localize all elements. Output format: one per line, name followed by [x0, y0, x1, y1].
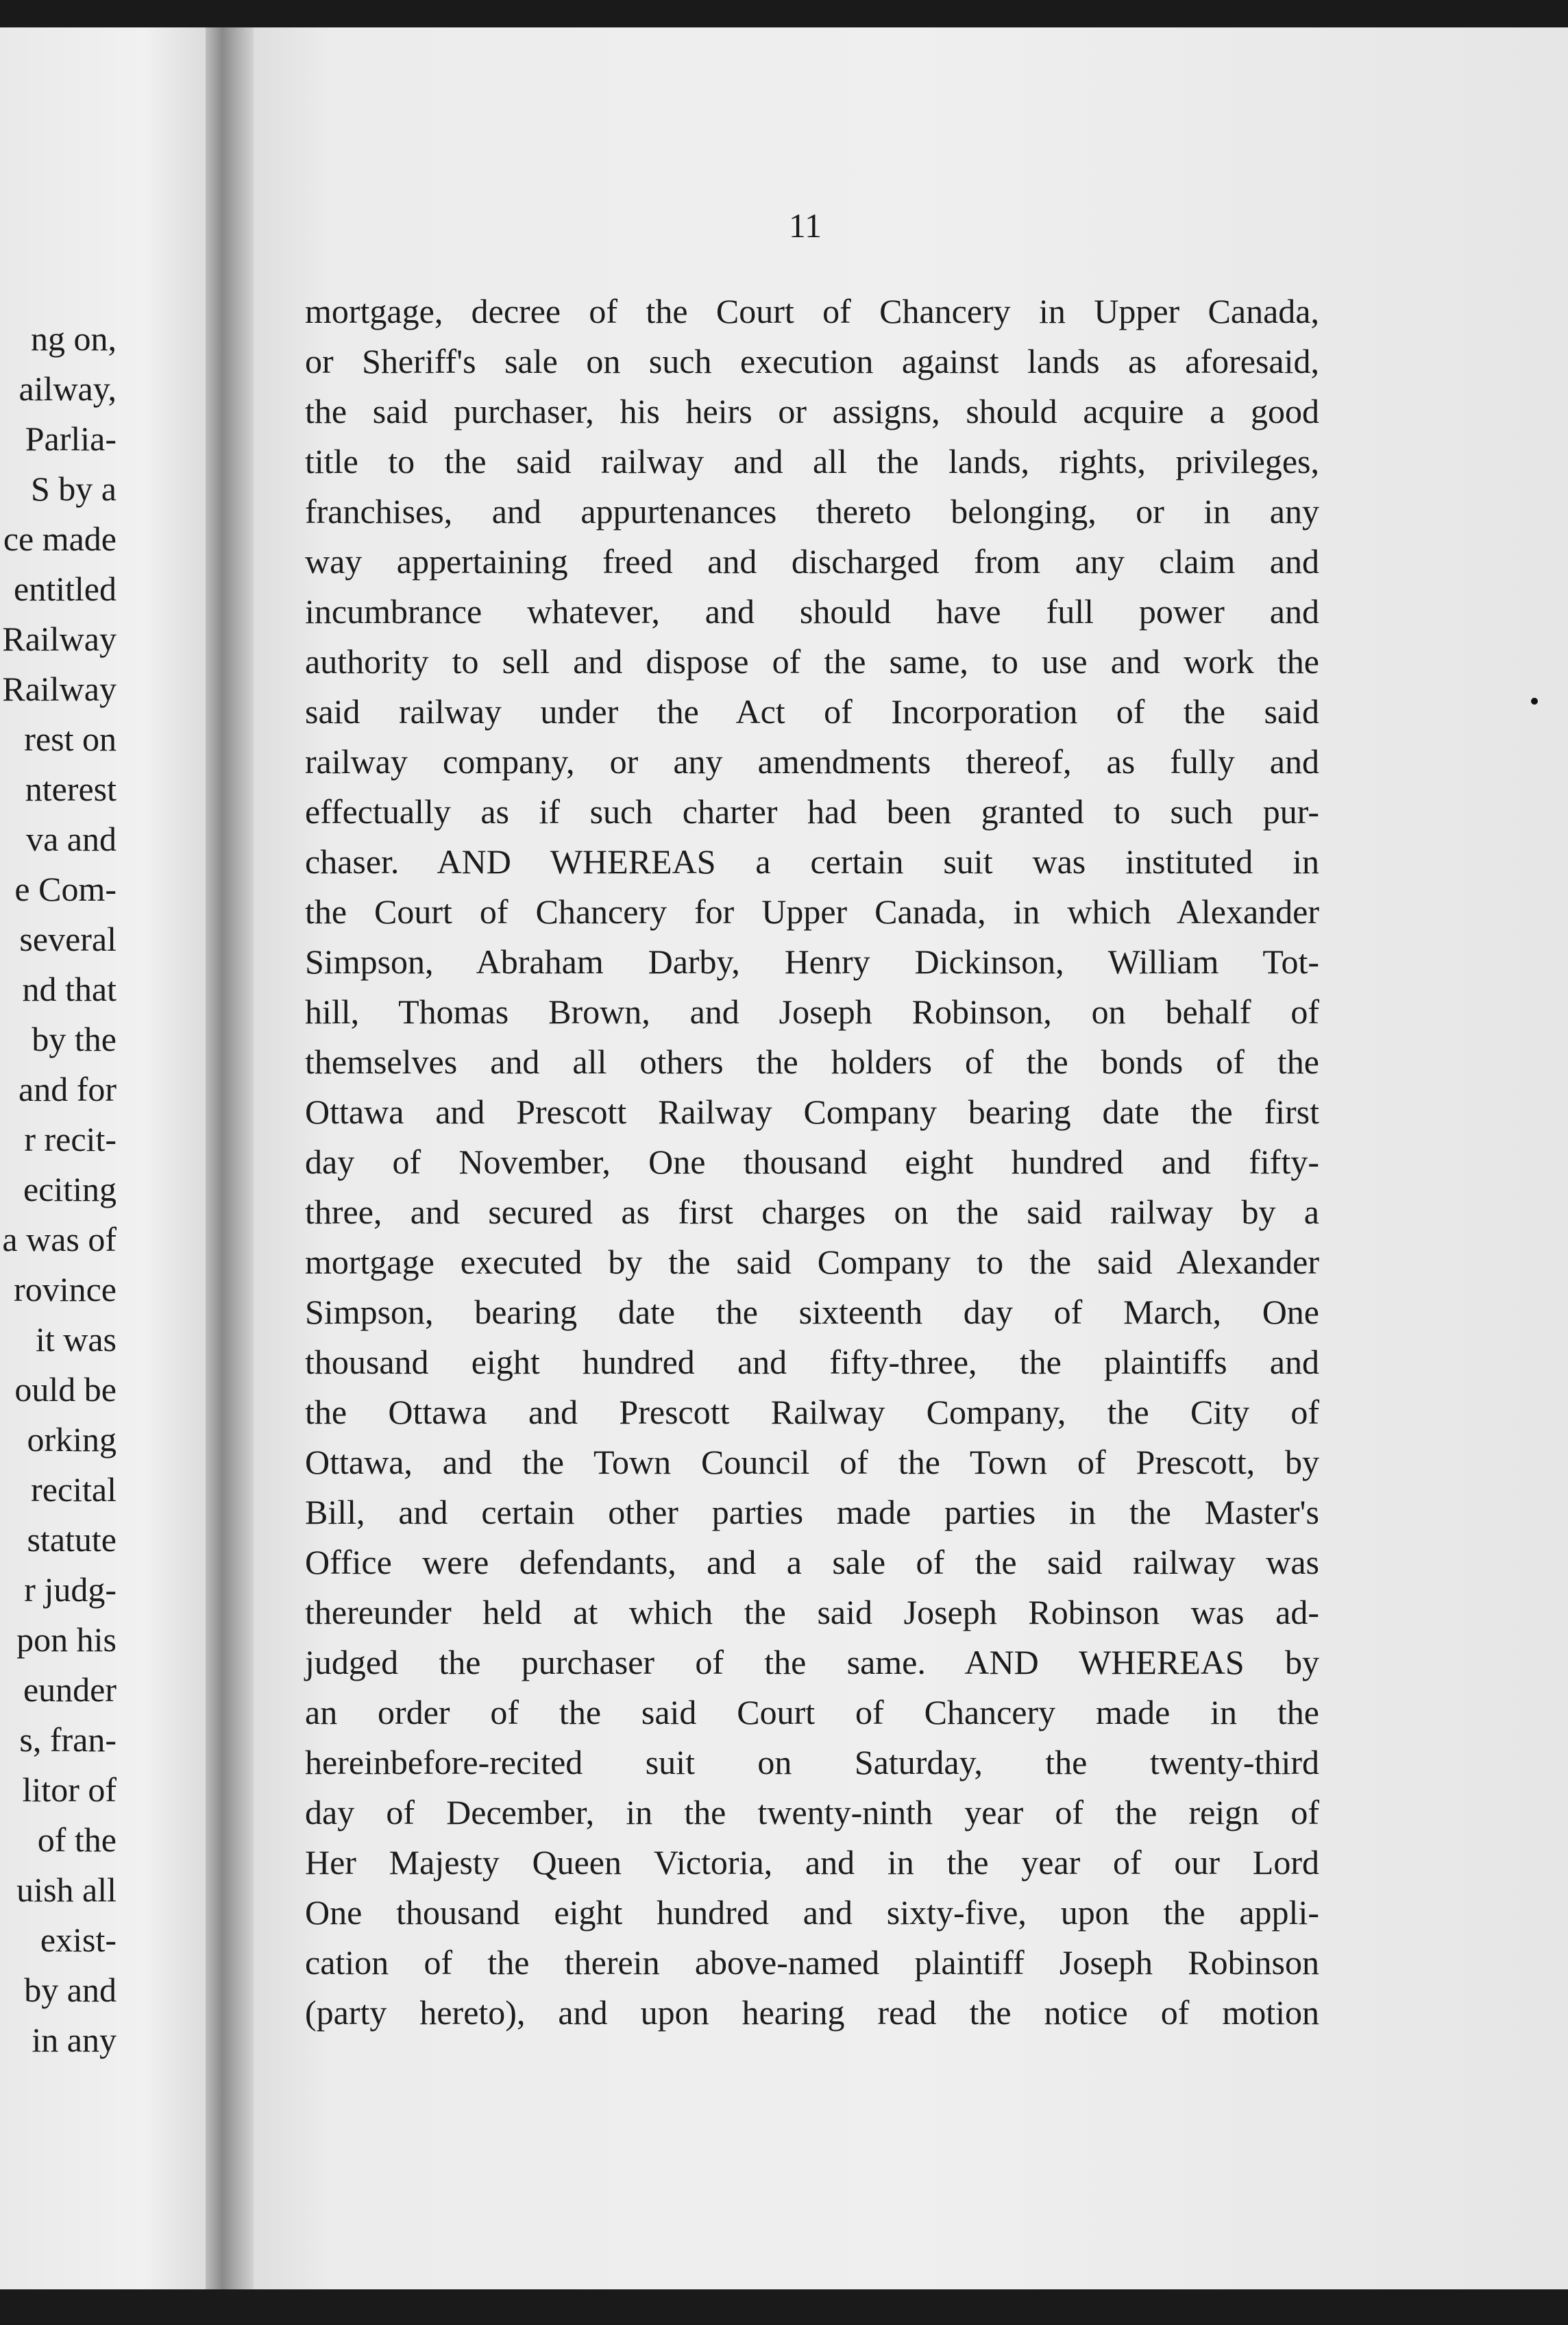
body-line: the said purchaser, his heirs or assigns, should acquire a good [305, 392, 1319, 430]
left-page-line: statute [27, 1520, 117, 1559]
left-page-line: Parlia- [25, 419, 117, 458]
body-line: way appertaining freed and discharged from any claim and [305, 542, 1319, 581]
body-line: said railway under the Act of Incorporation of the said [305, 692, 1319, 731]
body-line: thousand eight hundred and fifty-three, the plaintiffs and [305, 1343, 1319, 1381]
left-page-line: nterest [25, 770, 117, 808]
left-page-line: Railway [2, 670, 117, 708]
left-page-line: by the [32, 1020, 117, 1058]
body-line: title to the said railway and all the lands, rights, privileges, [305, 442, 1319, 480]
body-line: the Court of Chancery for Upper Canada, in which Alexander [305, 892, 1319, 931]
left-page-line: in any [32, 2021, 117, 2059]
body-line: franchises, and appurtenances thereto belonging, or in any [305, 492, 1319, 531]
left-page-line: of the [37, 1821, 117, 1859]
body-line: judged the purchaser of the same. AND WHEREAS by [305, 1643, 1319, 1681]
body-line: chaser. AND WHEREAS a certain suit was instituted in [305, 842, 1319, 881]
left-facing-page [0, 27, 206, 2289]
left-page-line: r recit- [24, 1120, 117, 1158]
body-line: day of November, One thousand eight hundred and fifty- [305, 1143, 1319, 1181]
body-line: hill, Thomas Brown, and Joseph Robinson, on behalf of [305, 993, 1319, 1031]
left-page-line: nd that [22, 970, 117, 1008]
body-line: the Ottawa and Prescott Railway Company, the City of [305, 1393, 1319, 1431]
body-line: Her Majesty Queen Victoria, and in the year of our Lord [305, 1843, 1319, 1882]
body-line: effectually as if such charter had been granted to such pur- [305, 792, 1319, 831]
left-page-line: and for [19, 1070, 117, 1108]
left-page-line: ce made [3, 520, 117, 558]
ink-speck [1531, 698, 1538, 705]
left-page-line: S by a [31, 470, 117, 508]
left-page-line: several [19, 920, 117, 958]
left-page-line: eciting [23, 1170, 117, 1208]
left-page-line: it was [35, 1320, 117, 1359]
left-page-line: uish all [16, 1871, 117, 1909]
left-page-line: rest on [24, 720, 117, 758]
body-line: Ottawa and Prescott Railway Company bearing date the first [305, 1093, 1319, 1131]
left-page-line: rovince [14, 1270, 117, 1308]
left-page-text-fragments [0, 314, 117, 2065]
body-line: Office were defendants, and a sale of the said railway was [305, 1543, 1319, 1581]
left-page-line: ng on, [31, 319, 117, 358]
left-page-line: pon his [16, 1620, 117, 1659]
left-page-line: by and [24, 1971, 117, 2009]
body-line: thereunder held at which the said Joseph Robinson was ad- [305, 1593, 1319, 1631]
left-page-line: orking [27, 1420, 117, 1459]
body-line: three, and secured as first charges on the said railway by a [305, 1193, 1319, 1231]
left-page-line: va and [26, 820, 117, 858]
left-page-line: ailway, [19, 369, 117, 408]
left-page-line: ould be [14, 1370, 117, 1409]
body-line: Simpson, bearing date the sixteenth day of March, One [305, 1293, 1319, 1331]
body-line: themselves and all others the holders of the bonds of the [305, 1043, 1319, 1081]
body-line: incumbrance whatever, and should have full power and [305, 592, 1319, 631]
body-line: an order of the said Court of Chancery made in the [305, 1693, 1319, 1731]
body-line: Bill, and certain other parties made parties in the Master's [305, 1493, 1319, 1531]
left-page-line: litor of [22, 1770, 117, 1809]
left-page-line: exist- [40, 1921, 117, 1959]
body-line: Ottawa, and the Town Council of the Town of Prescott, by [305, 1443, 1319, 1481]
body-line: (party hereto), and upon hearing read the notice of motion [305, 1993, 1319, 2032]
body-line: or Sheriff's sale on such execution against lands as aforesaid, [305, 342, 1319, 380]
body-line: day of December, in the twenty-ninth year of the reign of [305, 1793, 1319, 1831]
body-line: mortgage, decree of the Court of Chancery in Upper Canada, [305, 292, 1319, 330]
binding-gutter [206, 27, 254, 2289]
body-text [305, 287, 1319, 2038]
body-line: hereinbefore-recited suit on Saturday, the twenty-third [305, 1743, 1319, 1781]
left-page-line: s, fran- [19, 1720, 117, 1759]
body-line: authority to sell and dispose of the same, to use and work the [305, 642, 1319, 681]
body-line: railway company, or any amendments thereof, as fully and [305, 742, 1319, 781]
left-page-line: eunder [23, 1670, 117, 1709]
body-line: Simpson, Abraham Darby, Henry Dickinson, William Tot- [305, 942, 1319, 981]
left-page-line: Railway [2, 620, 117, 658]
left-page-line: r judg- [24, 1570, 117, 1609]
page-number: 11 [788, 206, 822, 245]
body-line: cation of the therein above-named plaintiff Joseph Robinson [305, 1943, 1319, 1982]
left-page-line: a was of [2, 1220, 117, 1258]
left-page-line: entitled [14, 570, 117, 608]
body-line: mortgage executed by the said Company to the said Alexander [305, 1243, 1319, 1281]
left-page-line: recital [31, 1470, 117, 1509]
body-line: One thousand eight hundred and sixty-five, upon the appli- [305, 1893, 1319, 1932]
left-page-line: e Com- [14, 870, 117, 908]
